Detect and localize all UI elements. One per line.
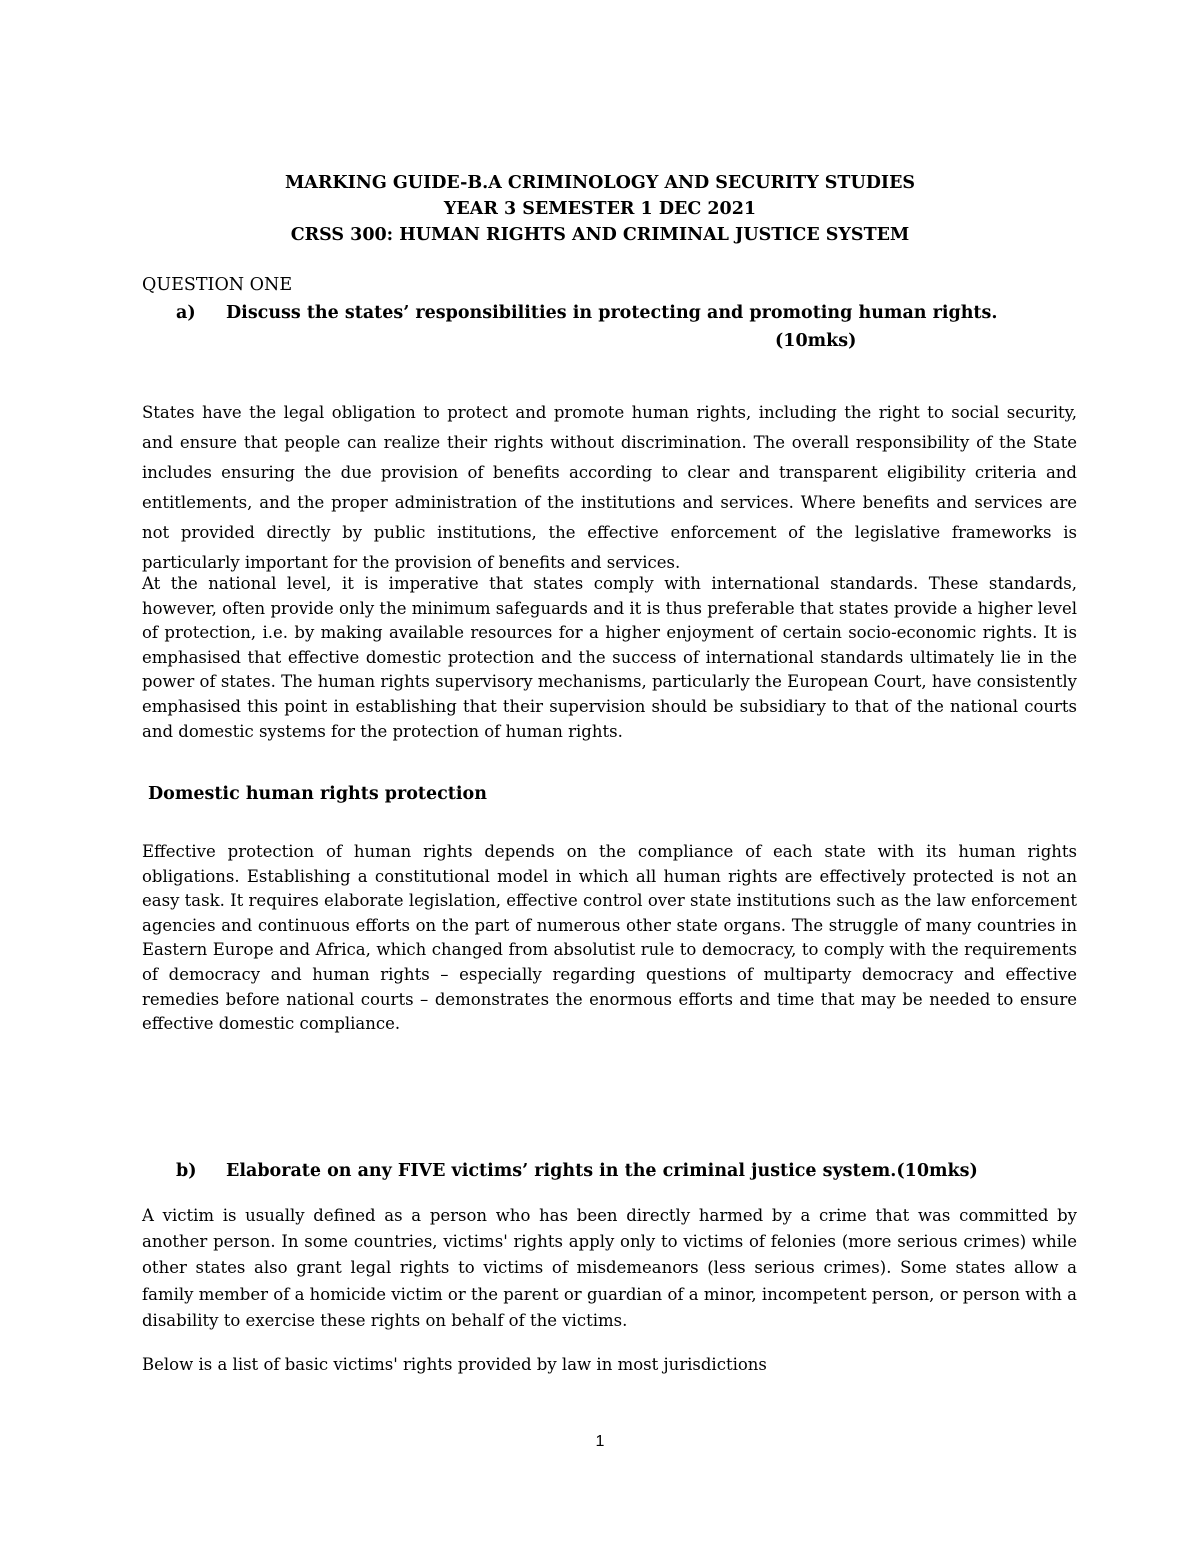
question-b-text: Elaborate on any FIVE victims’ rights in the criminal justice system.(10mks) — [226, 1161, 978, 1181]
section-subheading: Domestic human rights protection — [148, 784, 487, 804]
answer-paragraph: At the national level, it is imperative that states comply with international standards. These standards, however, often provide only the minimum safeguards and it is thus preferable that states provide a higher level of protection, i.e. by making available resources for a higher enjoyment of certain socio-economic rights. It is emphasised that effective domestic protection and the success of international standards ultimately lie in the power of states. The human rights supervisory mechanisms, particularly the European Court, have consistently emphasised this point in establishing that their supervision should be subsidiary to that of the national courts and domestic systems for the protection of human rights. — [142, 574, 1077, 741]
question-a-text: Discuss the states’ responsibilities in protecting and promoting human rights. — [226, 303, 998, 323]
question-a-marks: (10mks) — [775, 331, 857, 351]
answer-paragraph: Effective protection of human rights depends on the compliance of each state with its human rights obligations. Establishing a constitutional model in which all human rights are effectively protected is not an easy task. It requires elaborate legislation, effective control over state institutions such as the law enforcement agencies and continuous efforts on the part of numerous other state organs. The struggle of many countries in Eastern Europe and Africa, which changed from absolutist rule to democracy, to comply with the requirements of democracy and human rights – especially regarding questions of multiparty democracy and effective remedies before national courts – demonstrates the enormous efforts and time that may be needed to ensure effective domestic compliance. — [142, 842, 1077, 1034]
question-b-label: b) — [176, 1161, 197, 1181]
page-number: 1 — [595, 1433, 605, 1450]
question-heading: QUESTION ONE — [142, 275, 293, 295]
document-title-block — [0, 170, 1200, 248]
document-title-line: MARKING GUIDE-B.A CRIMINOLOGY AND SECURITY STUDIES — [284, 173, 916, 193]
answer-paragraph: A victim is usually defined as a person who has been directly harmed by a crime that was committed by another person. In some countries, victims' rights apply only to victims of felonies (more serious crimes) while other states also grant legal rights to victims of misdemeanors (less serious crimes). Some states allow a family member of a homicide victim or the parent or guardian of a minor, incompetent person, or person with a disability to exercise these rights on behalf of the victims. — [142, 1206, 1077, 1330]
answer-paragraph: Below is a list of basic victims' rights provided by law in most jurisdictions — [142, 1355, 767, 1374]
answer-paragraph: States have the legal obligation to protect and promote human rights, including the right to social security, and ensure that people can realize their rights without discrimination. The overall responsibility of the State includes ensuring the due provision of benefits according to clear and transparent eligibility criteria and entitlements, and the proper administration of the institutions and services. Where benefits and services are not provided directly by public institutions, the effective enforcement of the legislative frameworks is particularly important for the provision of benefits and services. — [142, 403, 1077, 572]
document-title-line: CRSS 300: HUMAN RIGHTS AND CRIMINAL JUSTICE SYSTEM — [290, 225, 910, 245]
question-a-label: a) — [176, 303, 196, 323]
document-title-line: YEAR 3 SEMESTER 1 DEC 2021 — [443, 199, 757, 219]
